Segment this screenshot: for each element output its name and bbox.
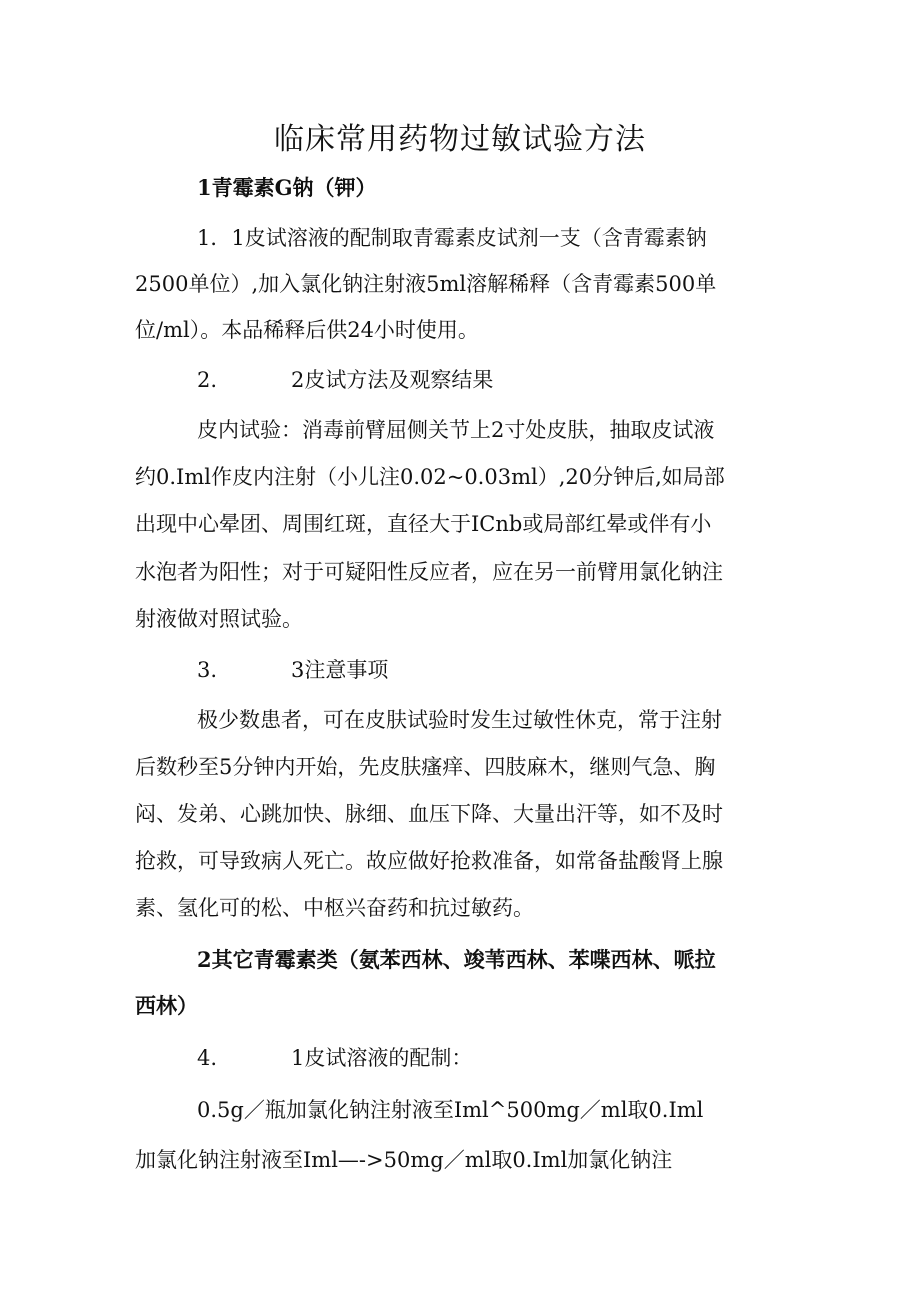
paragraph-line: 水泡者为阳性；对于可疑阳性反应者，应在另一前臂用氯化钠注: [135, 560, 723, 584]
section2-heading: 2其它青霉素类（氨苯西林、竣苇西林、苯喋西林、哌拉: [197, 947, 716, 972]
item-text: 1皮试溶液的配制：: [291, 1046, 473, 1070]
paragraph-line: 极少数患者，可在皮肤试验时发生过敏性休克，常于注射: [197, 708, 722, 732]
paragraph-line: 射液做对照试验。: [135, 607, 303, 631]
paragraph-line: 约0.Iml作皮内注射（小儿注0.02~0.03ml）,20分钟后,如局部: [135, 465, 725, 489]
numbered-item-4: [197, 1042, 795, 1074]
item-number: 4.: [197, 1046, 218, 1070]
paragraph-line: 后数秒至5分钟内开始，先皮肤瘙痒、四肢麻木，继则气急、胸: [135, 755, 716, 779]
paragraph-line: 皮内试验：消毒前臂屈侧关节上2寸处皮肤，抽取皮试液: [197, 418, 715, 442]
paragraph-line: 位/ml）。本品稀释后供24小时使用。: [135, 318, 479, 342]
item-text: 2皮试方法及观察结果: [291, 368, 494, 392]
item-number: 3.: [197, 658, 218, 682]
paragraph-line: 抢救，可导致病人死亡。故应做好抢救准备，如常备盐酸肾上腺: [135, 849, 723, 873]
paragraph-line: 闷、发弟、心跳加快、脉细、血压下降、大量出汗等，如不及时: [135, 802, 723, 826]
paragraph-line: 出现中心晕团、周围红斑，直径大于ICnb或局部红晕或伴有小: [135, 512, 712, 536]
numbered-item-2: [197, 364, 795, 396]
item-number: 2.: [197, 368, 218, 392]
paragraph-line: 素、氢化可的松、中枢兴奋药和抗过敏药。: [135, 896, 534, 920]
paragraph-line: 加氯化钠注射液至Iml—->50mg／ml取0.Iml加氯化钠注: [135, 1148, 673, 1172]
document-title: 临床常用药物过敏试验方法: [274, 122, 646, 157]
numbered-item-3: [197, 654, 795, 686]
paragraph-line: 2500单位）,加入氯化钠注射液5ml溶解稀释（含青霉素500单: [135, 272, 717, 296]
section2-heading-cont: 西林）: [135, 993, 198, 1018]
paragraph-line: 0.5g／瓶加氯化钠注射液至Iml^500mg／ml取0.Iml: [197, 1098, 704, 1122]
section1-heading: 1青霉素G钠（钾）: [197, 175, 377, 200]
item-text: 3注意事项: [291, 658, 389, 682]
paragraph-line: 1．1皮试溶液的配制取青霉素皮试剂一支（含青霉素钠: [197, 226, 707, 250]
